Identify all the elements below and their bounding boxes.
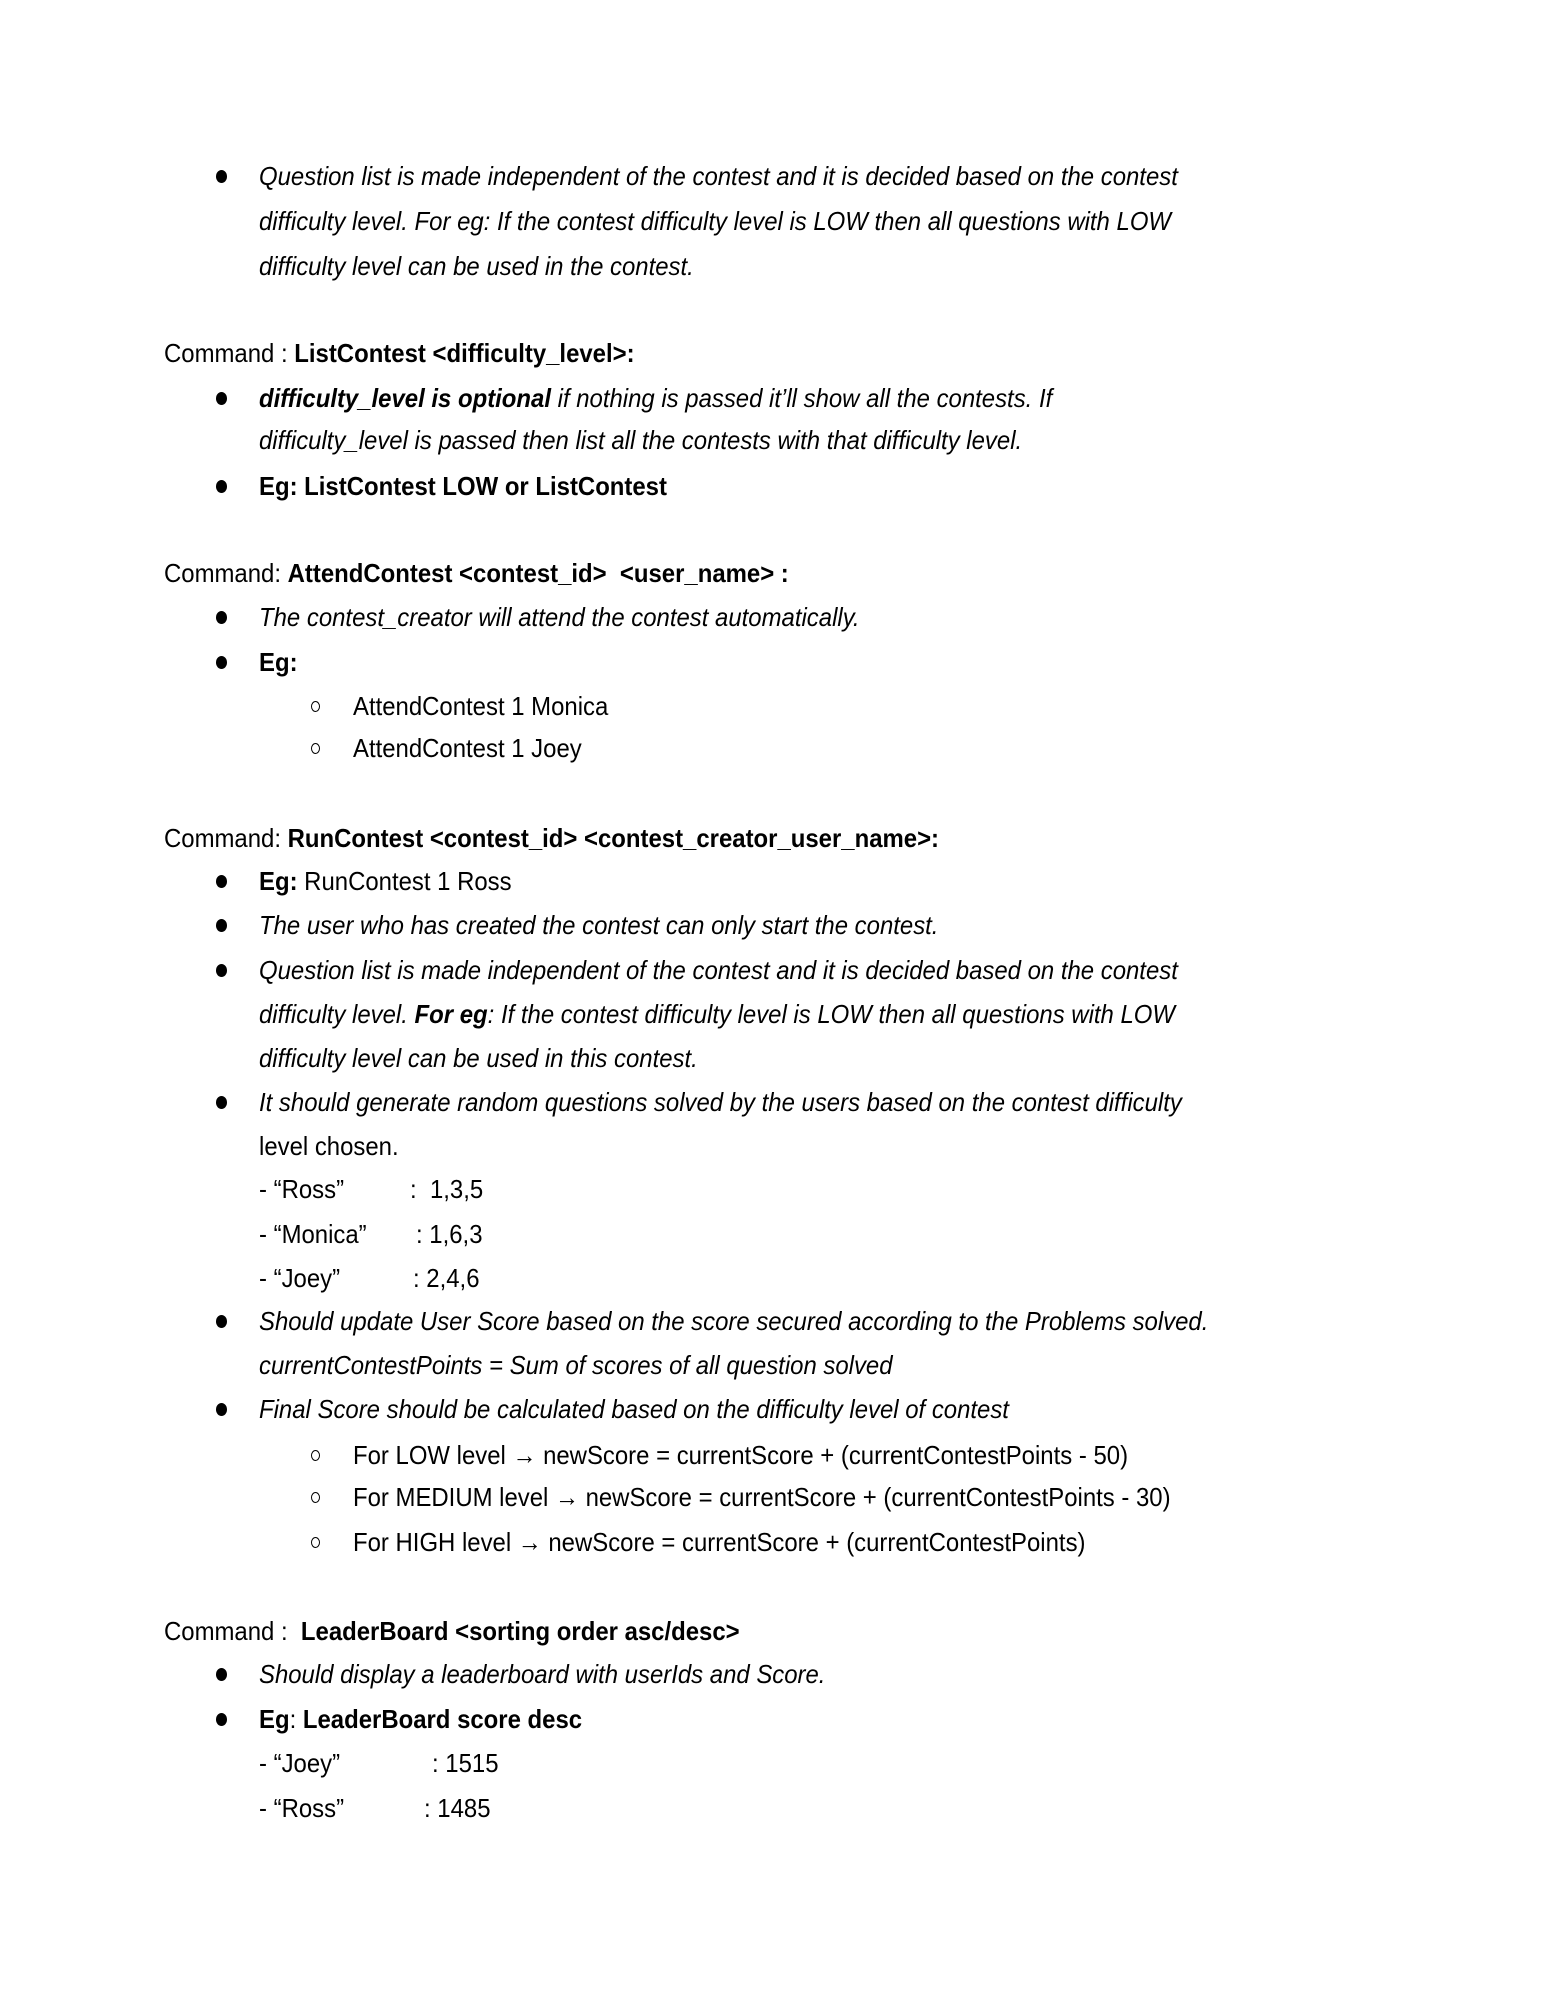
bullet-icon (216, 875, 227, 888)
run-contest-question-line-3: difficulty level can be used in this contest. (259, 1043, 698, 1073)
formula-high: For HIGH level → newScore = currentScore + (currentContestPoints) (353, 1527, 1086, 1557)
leaderboard-user: - “Ross” (259, 1793, 345, 1823)
bullet-icon (216, 964, 227, 977)
intro-bullet-line-1: Question list is made independent of the contest and it is decided based on the contest (259, 161, 1178, 191)
eg-value: RunContest 1 Ross (297, 866, 512, 896)
run-contest-example (259, 865, 512, 897)
run-contest-final-score: Final Score should be calculated based on the difficulty level of contest (259, 1394, 1009, 1424)
optional-note: difficulty_level is optional (259, 383, 551, 413)
run-contest-question-line-1: Question list is made independent of the contest and it is decided based on the contest (259, 955, 1178, 985)
question-ids: 2,4,6 (426, 1263, 480, 1293)
bullet-icon (216, 1403, 227, 1416)
run-contest-update-line-2: currentContestPoints = Sum of scores of all question solved (259, 1350, 893, 1380)
for-eg-emphasis: For eg (414, 999, 488, 1029)
command-prefix: Command: (164, 558, 288, 588)
bullet-icon (216, 611, 227, 624)
sub-bullet-icon (311, 743, 320, 754)
formula-low: For LOW level → newScore = currentScore + (currentContestPoints - 50) (353, 1440, 1129, 1470)
solved-user: - “Ross” (259, 1174, 345, 1204)
command-prefix: Command : (164, 338, 295, 368)
bullet-icon (216, 1096, 227, 1109)
bullet-icon (216, 1668, 227, 1681)
sub-bullet-icon (311, 1492, 320, 1503)
run-contest-question-line-2 (259, 998, 1175, 1030)
question-ids: 1,3,5 (429, 1174, 484, 1204)
solved-user: - “Joey” (259, 1263, 341, 1293)
intro-bullet-line-2: difficulty level. For eg: If the contest difficulty level is LOW then all questions with LOW (259, 206, 1172, 236)
command-heading-attend-contest (164, 557, 789, 589)
optional-note-rest: if nothing is passed it’ll show all the contests. If (550, 383, 1053, 413)
leaderboard-score: : 1515 (432, 1748, 499, 1778)
separator: : (410, 1174, 430, 1204)
solved-questions (416, 1218, 482, 1250)
intro-bullet-line-3: difficulty level can be used in the contest. (259, 251, 694, 281)
bullet-icon (216, 919, 227, 932)
solved-questions (413, 1262, 479, 1294)
formula-medium: For MEDIUM level → newScore = currentScore + (currentContestPoints - 30) (353, 1482, 1171, 1512)
bullet-icon (216, 392, 227, 405)
command-signature: ListContest <difficulty_level>: (294, 338, 635, 368)
text-segment: : If the contest difficulty level is LOW then all questions with LOW (487, 999, 1175, 1029)
sub-bullet-icon (311, 1450, 320, 1461)
command-prefix: Command : (164, 1616, 301, 1646)
leaderboard-score: : 1485 (424, 1793, 491, 1823)
eg-label: Eg (259, 1704, 290, 1734)
bullet-icon (216, 656, 227, 669)
run-contest-random-line-2: level chosen. (259, 1131, 399, 1161)
run-contest-random-line-1: It should generate random questions solved by the users based on the contest difficulty (259, 1087, 1182, 1117)
command-signature: LeaderBoard <sorting order asc/desc> (300, 1616, 740, 1646)
eg-colon: : (289, 1704, 303, 1734)
attend-contest-note: The contest_creator will attend the contest automatically. (259, 602, 860, 632)
attend-contest-example-2: AttendContest 1 Joey (353, 733, 582, 763)
sub-bullet-icon (311, 1537, 320, 1548)
eg-label: Eg: (259, 866, 298, 896)
command-heading-run-contest (164, 822, 939, 854)
bullet-icon (216, 1315, 227, 1328)
bullet-icon (216, 480, 227, 493)
solved-questions (410, 1173, 483, 1205)
run-contest-creator-note: The user who has created the contest can only start the contest. (259, 910, 939, 940)
bullet-icon (216, 1713, 227, 1726)
eg-value: LeaderBoard score desc (302, 1704, 583, 1734)
separator: : (416, 1219, 430, 1249)
command-signature: AttendContest <contest_id> <user_name> : (287, 558, 789, 588)
sub-bullet-icon (311, 701, 320, 712)
list-contest-bullet-1-line-1 (259, 382, 1052, 414)
command-heading-list-contest (164, 337, 635, 369)
question-ids: 1,6,3 (429, 1219, 483, 1249)
run-contest-update-line-1: Should update User Score based on the score secured according to the Problems solved. (259, 1306, 1209, 1336)
attend-contest-example-1: AttendContest 1 Monica (353, 691, 609, 721)
text-segment: difficulty level. (259, 999, 415, 1029)
list-contest-example: Eg: ListContest LOW or ListContest (259, 471, 667, 501)
leaderboard-user: - “Joey” (259, 1748, 341, 1778)
bullet-icon (216, 170, 227, 183)
command-prefix: Command: (164, 823, 288, 853)
separator: : (413, 1263, 427, 1293)
leaderboard-note: Should display a leaderboard with userIds and Score. (259, 1659, 826, 1689)
list-contest-bullet-1-line-2: difficulty_level is passed then list all the contests with that difficulty level. (259, 425, 1023, 455)
command-signature: RunContest <contest_id> <contest_creator_user_name>: (287, 823, 940, 853)
command-heading-leaderboard (164, 1615, 740, 1647)
solved-user: - “Monica” (259, 1219, 367, 1249)
attend-contest-eg-label: Eg: (259, 647, 298, 677)
leaderboard-example (259, 1703, 582, 1735)
